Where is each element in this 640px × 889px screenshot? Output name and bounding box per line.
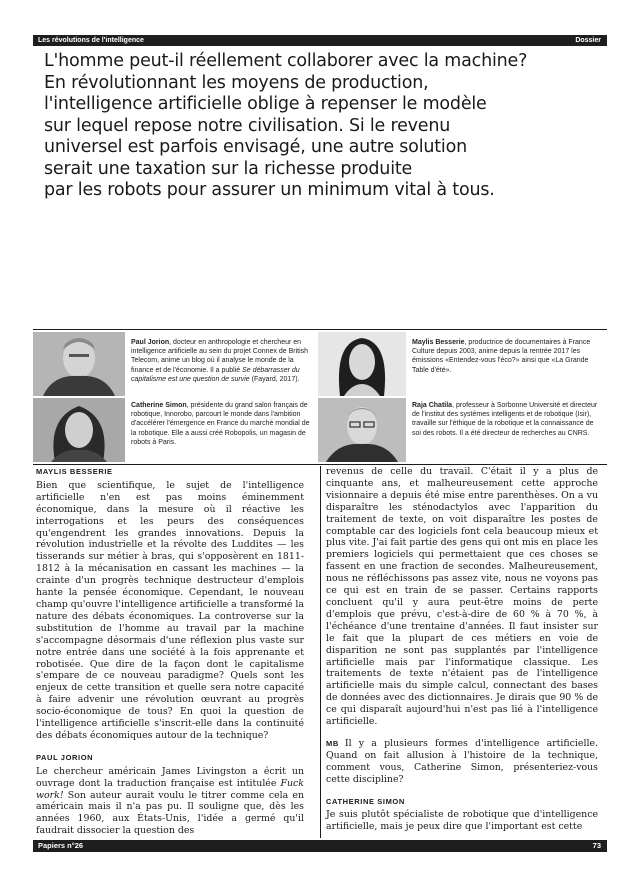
contributor-name: Catherine Simon xyxy=(131,402,187,409)
intro-line: serait une taxation sur la richesse produite xyxy=(44,158,413,179)
paragraph: revenus de celle du travail. C'était il y a plus de cinquante ans, et malheureusement cette approche visionnaire a depuis été mise entre parenthèses. On a vu disparaître les sténodactylos avec l'apparition du traitement de texte, on voit disparaître les postes de comptable car des logiciels font cela beaucoup mieux et plus vite. J'ai fait partie des gens qui ont mis en place les premiers logiciels qui permettaient que ces choses se fassent en une fraction de secondes. Malheureusement, nous ne réfléchissons pas assez vite, nous ne voyons pas ce qui est en train de se passer. Certains rapports concluent qu'il y aura peut-être moins de perte d'emplois que prévu, c'est-à-dire de 60 % à 70 %, à l'échéance d'une trentaine d'années. Il faut insister sur le fait que la plupart de ces métiers en voie de disparition ne sont pas supplantés par l'intelligence artificielle mais par l'informatique classique. Les traitements de texte n'étaient pas de l'intelligence artificielle mais du simple calcul, connectant des bases de données avec des dictionnaires. Je dirais que 90 % de ce qui disparaît aujourd'hui n'est pas lié à l'intelligence artificielle. xyxy=(326,466,598,728)
intro-line: L'homme peut-il réellement collaborer avec la machine? xyxy=(44,51,528,71)
speaker-label: PAUL JORION xyxy=(36,752,94,762)
contributor-name: Raja Chatila xyxy=(412,402,453,409)
book-title: Fuck work! xyxy=(36,777,304,801)
bio-catherine-simon: Catherine Simon, présidente du grand salon français de robotique, Innorobo, parcourt le monde dans l'ambition d'accélérer l'émergence en France du marché mondial de la robotique. Elle a aussi créé Robopolis, un magasin de robots à Paris. xyxy=(131,402,310,446)
intro-line: sur lequel repose notre civilisation. Si le revenu xyxy=(44,115,451,136)
contributor-name: Maylis Besserie xyxy=(412,339,465,346)
paragraph: MB Il y a plusieurs formes d'intelligence artificielle. Quand on fait allusion à l'histoire de la technique, comment vous, Catherine Simon, présenteriez-vous cette discipline? xyxy=(326,737,598,785)
page-number: 73 xyxy=(592,841,601,850)
intro-line: par les robots pour assurer un minimum vital à tous. xyxy=(44,180,495,200)
intro-line: universel est parfois envisagé, une autre solution xyxy=(44,137,467,157)
intro-lede xyxy=(44,51,604,202)
contributor-name: Paul Jorion xyxy=(131,339,170,346)
paragraph: Le chercheur américain James Livingston a écrit un ouvrage dont la traduction française est intitulée Fuck work! Son auteur aurait voulu le titrer comme cela en américain mais il n'a pas pu. Il souligne que, dès les années 1960, aux États-Unis, l'idée a germé qu'il faudrait dissocier la question des xyxy=(36,765,304,837)
bio-maylis-besserie: Maylis Besserie, productrice de documentaires à France Culture depuis 2003, anime depuis la rentrée 2017 les émissions «Entendez-vous l'éco?» ainsi que «La Grande Table d'été». xyxy=(412,339,591,374)
portrait-catherine-simon xyxy=(33,398,125,462)
paragraph: Je suis plutôt spécialiste de robotique que d'intelligence artificielle, mais je peux dire que l'important est cette xyxy=(326,809,598,833)
portrait-raja-chatila xyxy=(318,398,406,462)
speaker-label: MAYLIS BESSERIE xyxy=(36,467,113,476)
paragraph: Bien que scientifique, le sujet de l'intelligence artificielle n'en est pas moins éminemment économique, dans la mesure où il réactive les interrogations et les peurs des conséquences qu'engendrent les grandes innovations. Depuis la révolution industrielle et la révolte des Luddites — les tisserands sur métier à bras, qui s'opposèrent en 1811-1812 à la mécanisation en cassant les machines — la crainte d'un progrès technique destructeur d'emplois hante la pensée économique. Cependant, le nouveau champ qu'ouvre l'intelligence artificielle a transformé la nature des débats économiques. La controverse sur la substitution de l'homme au travail par la machine s'accompagne désormais d'une réflexion plus vaste sur notre entrée dans une société à la fois apprenante et robotisée. Que dire de la façon dont le capitalisme s'empare de ce nouveau paradigme? Quels sont les enjeux de cette transition et quelle sera notre capacité à faire advenir une révolution œuvrant au progrès socio-économique de tous? En quoi la question de l'intelligence artificielle s'inscrit-elle dans la continuité des débats économiques autour de la technique? xyxy=(36,479,304,741)
bio-paul-jorion: Paul Jorion, docteur en anthropologie et chercheur en intelligence artificielle au sein du projet Connex de British Telecom, anime un blog où il analyse le monde de la finance et de l'économie. Il a publié Se débarrasser du capitalisme est une question de survie (Fayard, 2017). xyxy=(131,339,309,383)
speaker-initials: MB xyxy=(326,738,339,748)
contributors-bottom-rule xyxy=(33,464,607,465)
section-category: Dossier xyxy=(575,37,601,44)
bio-raja-chatila: Raja Chatila, professeur à Sorbonne Université et directeur de l'institut des systèmes intelligents et de robotique (Isir), travaille sur l'éthique de la robotique et la connaissance de soi des robots. Il a été directeur de recherches au CNRS. xyxy=(412,402,598,437)
issue-label: Papiers n°26 xyxy=(38,841,84,850)
section-title: Les révolutions de l'intelligence xyxy=(38,37,144,44)
speaker-label: CATHERINE SIMON xyxy=(326,796,405,806)
column-divider xyxy=(320,466,321,838)
section-header-bar xyxy=(33,35,607,46)
portrait-maylis-besserie xyxy=(318,332,406,396)
intro-line: En révolutionnant les moyens de production, xyxy=(44,72,429,93)
article-column-right xyxy=(326,466,598,833)
intro-line: l'intelligence artificielle oblige à repenser le modèle xyxy=(44,94,487,114)
article-column-left xyxy=(36,466,304,837)
portrait-paul-jorion xyxy=(33,332,125,396)
contributors-top-rule xyxy=(33,329,607,330)
page-footer-bar xyxy=(33,840,607,852)
